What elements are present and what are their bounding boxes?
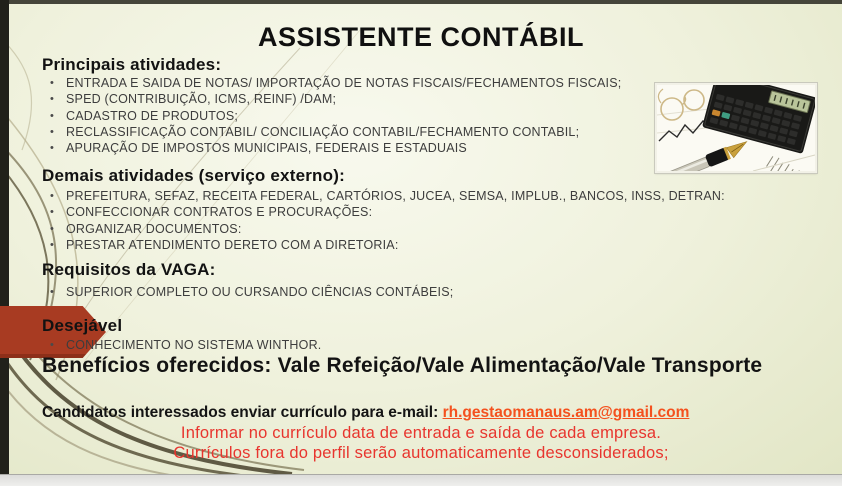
- bullet-list-principais: [48, 75, 621, 156]
- left-border-bar: [0, 0, 9, 474]
- bullet-item: • ENTRADA E SAIDA DE NOTAS/ IMPORTAÇÃO DE NOTAS FISCAIS/FECHAMENTOS FISCAIS;: [48, 75, 621, 91]
- bullet-item: • CONHECIMENTO NO SISTEMA WINTHOR.: [48, 337, 321, 353]
- benefits-text: Benefícios oferecidos: Vale Refeição/Vale Alimentação/Vale Transporte: [42, 354, 763, 377]
- calculator-pen-photo: [655, 83, 817, 173]
- bullet-item: • SUPERIOR COMPLETO OU CURSANDO CIÊNCIAS CONTÁBEIS;: [48, 284, 453, 300]
- contact-line: [42, 404, 822, 422]
- note-line-2: Currículos fora do perfil serão automaticamente desconsiderados;: [173, 444, 669, 462]
- note-line-1: Informar no currículo data de entrada e saída de cada empresa.: [180, 424, 662, 442]
- contact-label: Candidatos interessados enviar currículo para e-mail:: [42, 404, 443, 421]
- bottom-gray-strip: [0, 475, 842, 486]
- bullet-item: • PREFEITURA, SEFAZ, RECEITA FEDERAL, CARTÓRIOS, JUCEA, SEMSA, IMPLUB., BANCOS, INSS, DETRAN:: [48, 188, 725, 204]
- top-border-line: [0, 0, 842, 4]
- bullet-item: • CADASTRO DE PRODUTOS;: [48, 108, 621, 124]
- bullet-item: • RECLASSIFICAÇÃO CONTABIL/ CONCILIAÇÃO CONTABIL/FECHAMENTO CONTABIL;: [48, 124, 621, 140]
- section-heading-principais-atividades: Principais atividades:: [42, 55, 222, 74]
- calculator-pen-illustration: [657, 85, 815, 171]
- bullet-item: • ORGANIZAR DOCUMENTOS:: [48, 221, 725, 237]
- bullet-item: • APURAÇÃO DE IMPOSTOS MUNICIPAIS, FEDERAIS E ESTADUAIS: [48, 140, 621, 156]
- section-heading-desejavel: Desejável: [42, 316, 123, 335]
- section-heading-demais-atividades: Demais atividades (serviço externo):: [42, 166, 345, 185]
- section-heading-requisitos: Requisitos da VAGA:: [42, 260, 216, 279]
- bullet-list-requisitos: [48, 284, 453, 300]
- page-title: ASSISTENTE CONTÁBIL: [257, 22, 584, 52]
- bullet-item: • SPED (CONTRIBUIÇÃO, ICMS, REINF) /DAM;: [48, 91, 621, 107]
- email-link[interactable]: rh.gestaomanaus.am@gmail.com: [442, 404, 690, 421]
- bullet-item: • PRESTAR ATENDIMENTO DERETO COM A DIRETORIA:: [48, 237, 725, 253]
- bullet-list-demais: [48, 188, 725, 253]
- bullet-item: • CONFECCIONAR CONTRATOS E PROCURAÇÕES:: [48, 204, 725, 220]
